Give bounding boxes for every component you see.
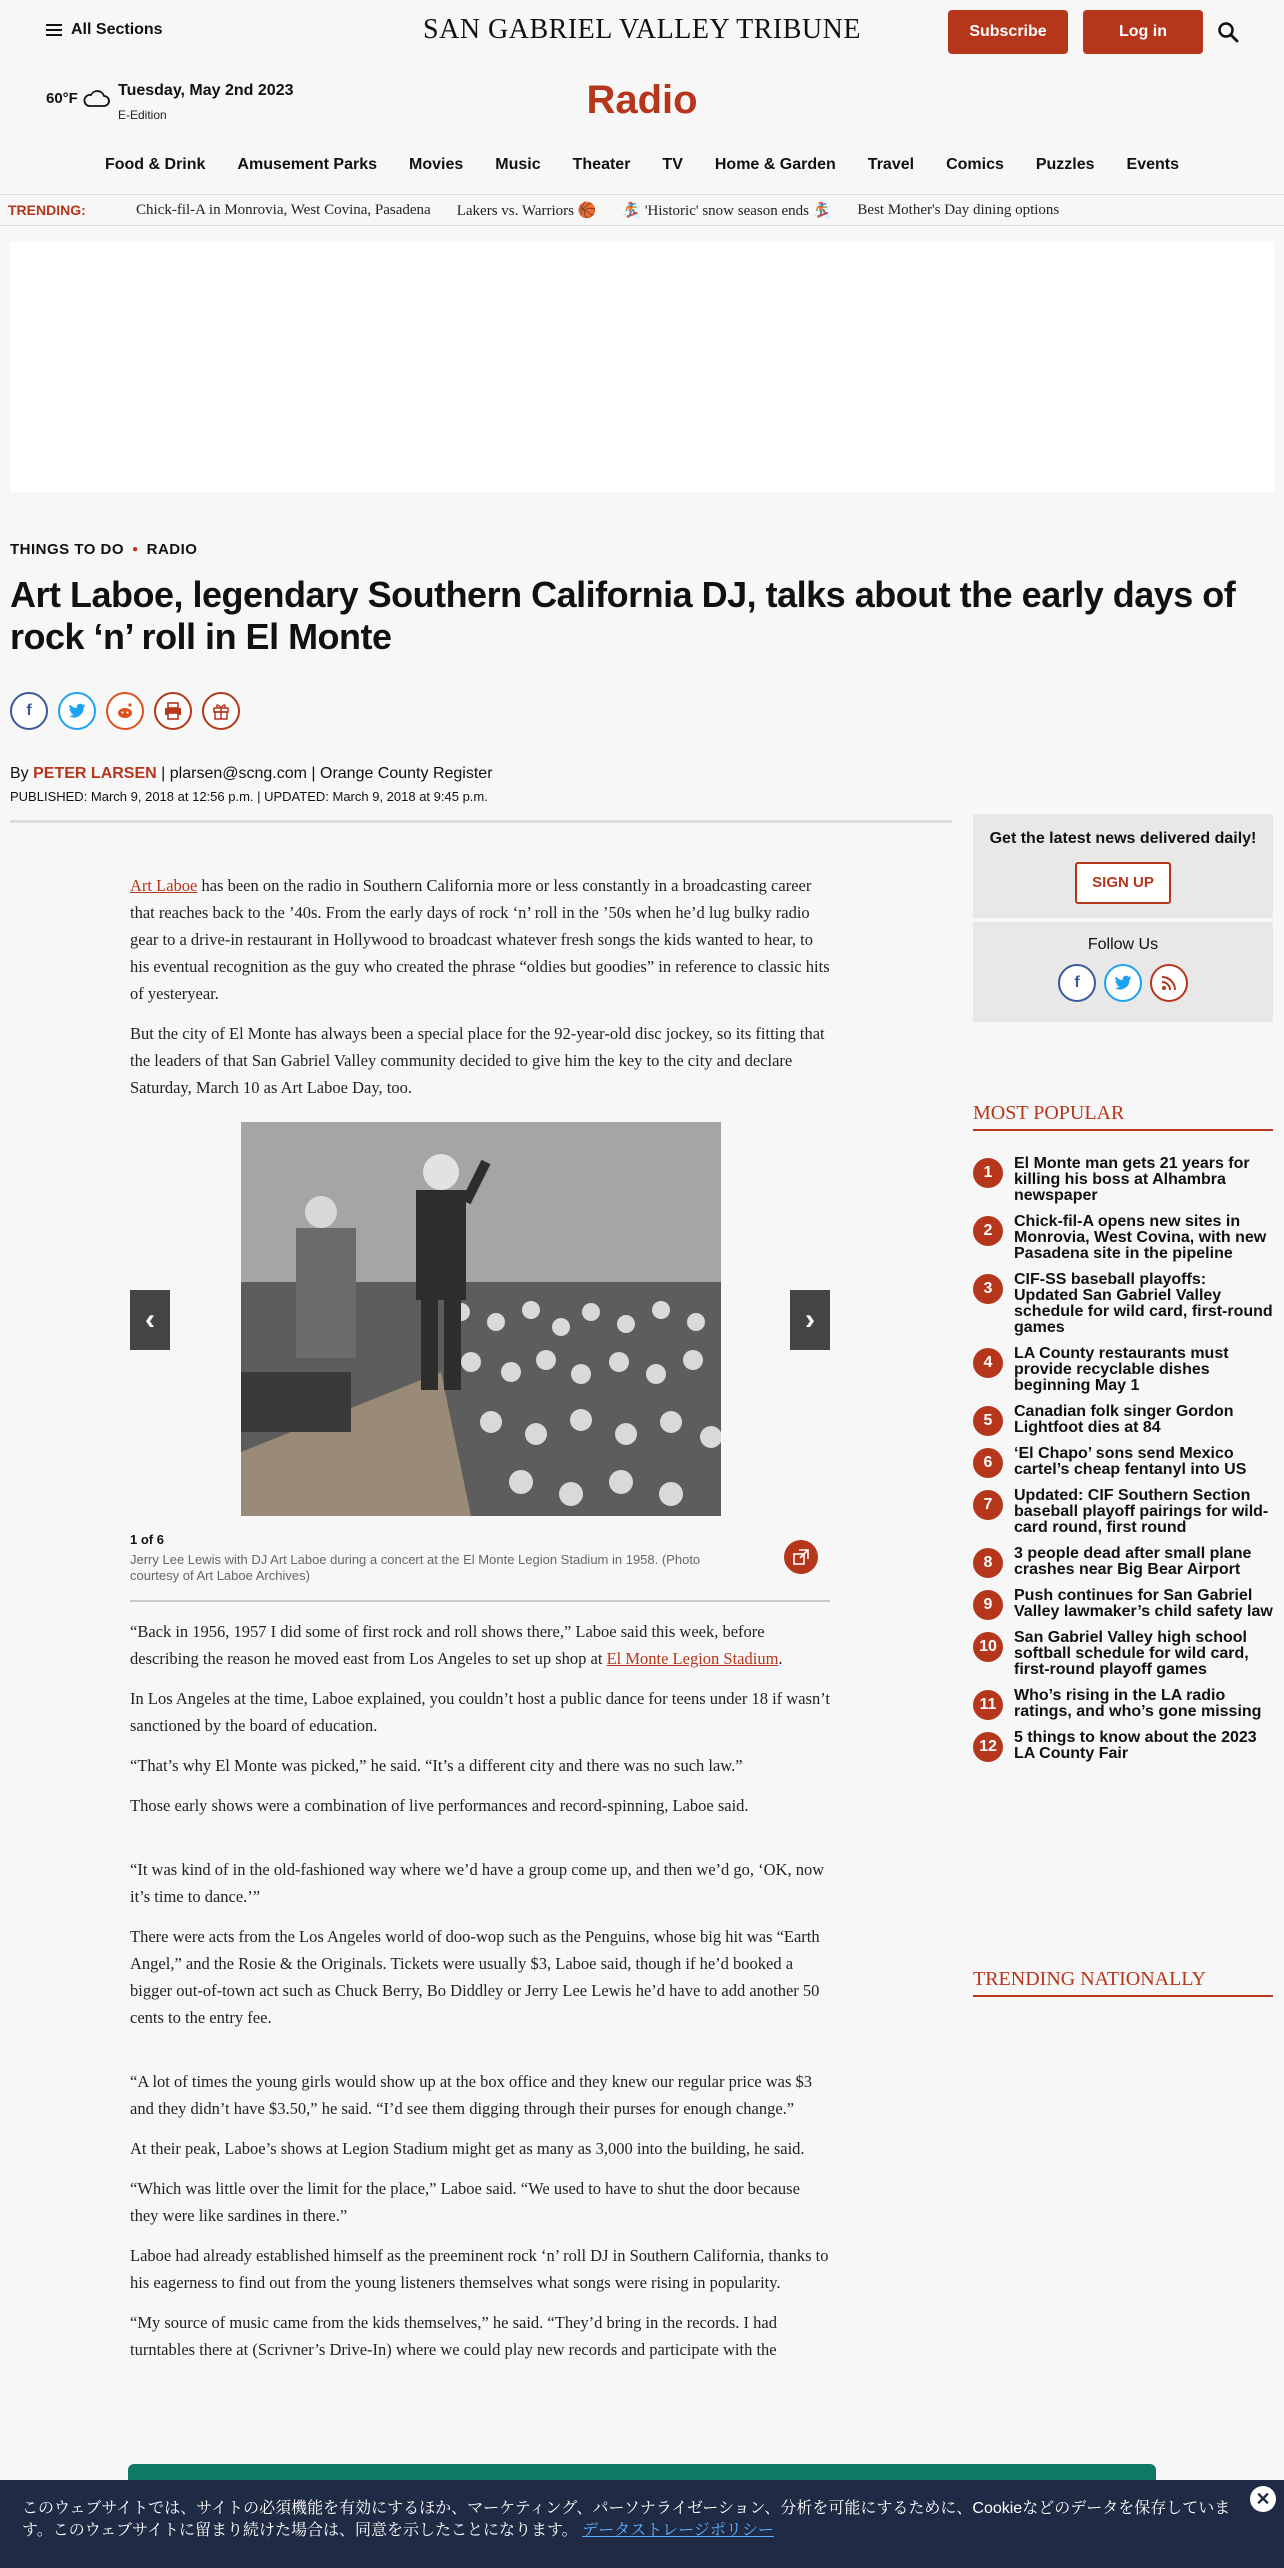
eedition-link[interactable]: E-Edition bbox=[118, 108, 167, 122]
article-headline: Art Laboe, legendary Southern California DJ, talks about the early days of rock ‘n’ roll in El Monte bbox=[10, 574, 1236, 657]
paragraph: In Los Angeles at the time, Laboe explained, you couldn’t host a public dance for teens under 18 if wasn’t sanctioned by the board of education. bbox=[130, 1689, 830, 1735]
nav-item[interactable]: Travel bbox=[867, 156, 915, 173]
current-date: Tuesday, May 2nd 2023 bbox=[118, 82, 294, 99]
subscribe-button[interactable]: Subscribe bbox=[948, 10, 1068, 54]
ad-slot bbox=[10, 242, 1274, 492]
breadcrumb bbox=[10, 541, 197, 558]
expand-icon bbox=[792, 1548, 810, 1566]
most-popular-link[interactable]: 5 things to know about the 2023 LA County Fair bbox=[1014, 1729, 1257, 1762]
reddit-icon bbox=[115, 702, 135, 720]
gallery-photo[interactable] bbox=[241, 1122, 721, 1516]
nav-item[interactable]: Movies bbox=[409, 156, 464, 173]
temperature: 60°F bbox=[46, 89, 78, 107]
breadcrumb-separator-icon: ● bbox=[132, 544, 139, 555]
newsletter-title: Get the latest news delivered daily! bbox=[989, 830, 1257, 847]
chevron-left-icon: ‹ bbox=[145, 1303, 155, 1336]
most-popular-item[interactable] bbox=[973, 1588, 1273, 1620]
cookie-policy-link[interactable]: データストレージポリシー bbox=[582, 2522, 774, 2539]
paragraph-text: has been on the radio in Southern California more or less constantly in a broadcasting career that reaches back to the ’40s. From the early days of rock ‘n’ roll in the ’50s when he’d lug bulky radio gear to a drive-in restaurant in Hollywood to broadcast whatever fresh songs the kids wanted to hear, to his eventual recognition as the guy who created the phrase “oldies but goodies” in reference to classic hits of yesteryear. bbox=[130, 876, 830, 1003]
paragraph: “It was kind of in the old-fashioned way where we’d have a group come up, and then we’d go, ‘OK, now it’s time to dance.’” bbox=[130, 1860, 825, 1906]
most-popular-link[interactable]: LA County restaurants must provide recyclable dishes beginning May 1 bbox=[1014, 1345, 1229, 1394]
paragraph-text: “Back in 1956, 1957 I did some of first rock and roll shows there,” Laboe said this week, before describing the reason he moved east from Los Angeles to set up shop at bbox=[130, 1622, 765, 1668]
rank-badge: 6 bbox=[973, 1448, 1003, 1478]
photo-illustration bbox=[241, 1122, 721, 1516]
byline-contact: | plarsen@scng.com | Orange County Register bbox=[161, 765, 493, 782]
chevron-right-icon: › bbox=[805, 1303, 815, 1336]
most-popular-item[interactable] bbox=[973, 1346, 1273, 1394]
cookie-banner bbox=[0, 2480, 1284, 2568]
twitter-icon bbox=[68, 703, 86, 719]
reddit-share-button[interactable] bbox=[106, 692, 144, 730]
art-laboe-link[interactable]: Art Laboe bbox=[130, 876, 198, 895]
most-popular-item[interactable] bbox=[973, 1272, 1273, 1336]
paragraph: Laboe had already established himself as the preeminent rock ‘n’ roll DJ in Southern California, thanks to his eagerness to find out from the young listeners themselves what songs were rising in popularity. bbox=[130, 2246, 829, 2292]
rank-badge: 1 bbox=[973, 1158, 1003, 1188]
print-button[interactable] bbox=[154, 692, 192, 730]
search-icon[interactable] bbox=[1216, 20, 1240, 44]
all-sections-label: All Sections bbox=[71, 21, 163, 38]
most-popular-item[interactable] bbox=[973, 1214, 1273, 1262]
breadcrumb-item[interactable]: THINGS TO DO bbox=[10, 541, 125, 558]
legion-stadium-link[interactable]: El Monte Legion Stadium bbox=[606, 1649, 779, 1668]
print-icon bbox=[164, 702, 182, 720]
gallery-divider bbox=[130, 1600, 830, 1602]
most-popular-link[interactable]: San Gabriel Valley high school softball schedule for wild card, first-round playoff games bbox=[1014, 1629, 1249, 1678]
most-popular-item[interactable] bbox=[973, 1730, 1273, 1762]
byline bbox=[10, 765, 493, 783]
cookie-text: このウェブサイトでは、サイトの必須機能を有効にするほか、マーケティング、パーソナライゼーション、分析を可能にするために、Cookieなどのデータを保存しています。このウェブサイトに留まり続けた場合は、同意を示したことになります。 bbox=[22, 2500, 1231, 2539]
most-popular-item[interactable] bbox=[973, 1156, 1273, 1204]
top-bar bbox=[0, 0, 1284, 64]
photo-gallery bbox=[130, 1122, 830, 1602]
most-popular-link[interactable]: Canadian folk singer Gordon Lightfoot dies at 84 bbox=[1014, 1403, 1234, 1436]
nav-item[interactable]: Puzzles bbox=[1035, 156, 1095, 173]
paragraph bbox=[130, 872, 830, 1007]
rank-badge: 9 bbox=[973, 1590, 1003, 1620]
paragraph: At their peak, Laboe’s shows at Legion Stadium might get as many as 3,000 into the building, he said. bbox=[130, 2139, 805, 2158]
most-popular-link[interactable]: Updated: CIF Southern Section baseball playoff pairings for wild-card round, first round bbox=[1014, 1487, 1269, 1536]
trending-item[interactable]: Chick-fil-A in Monrovia, West Covina, Pasadena bbox=[136, 201, 431, 218]
rss-follow-button[interactable] bbox=[1150, 964, 1188, 1002]
publish-dates: PUBLISHED: March 9, 2018 at 12:56 p.m. | UPDATED: March 9, 2018 at 9:45 p.m. bbox=[10, 789, 488, 804]
masthead-logo[interactable]: SAN GABRIEL VALLEY TRIBUNE bbox=[423, 14, 861, 45]
paragraph: But the city of El Monte has always been a special place for the 92-year-old disc jockey, so its fitting that the leaders of that San Gabriel Valley community decided to give him the key to the city and declare Saturday, March 10 as Art Laboe Day, too. bbox=[130, 1024, 825, 1097]
nav-item[interactable]: Home & Garden bbox=[714, 156, 836, 173]
rank-badge: 2 bbox=[973, 1216, 1003, 1246]
section-title: Radio bbox=[586, 78, 698, 122]
most-popular-item[interactable] bbox=[973, 1546, 1273, 1578]
paragraph: “My source of music came from the kids themselves,” he said. “They’d bring in the records. I had turntables there at (Scrivner’s Drive-In) where we could play new records and participate with the bbox=[130, 2313, 777, 2359]
byline-prefix: By bbox=[10, 765, 29, 782]
twitter-follow-button[interactable] bbox=[1104, 964, 1142, 1002]
paragraph bbox=[130, 1618, 830, 1672]
paragraph: “A lot of times the young girls would show up at the box office and they knew our regular price was $3 and they didn’t have $3.50,” he said. “I’d see them digging through their purses for enough change.” bbox=[130, 2072, 813, 2118]
paragraph: “That’s why El Monte was picked,” he said. “It’s a different city and there was no such law.” bbox=[130, 1756, 743, 1775]
nav-item[interactable]: TV bbox=[662, 156, 683, 173]
follow-box bbox=[973, 922, 1273, 1022]
most-popular-item[interactable] bbox=[973, 1488, 1273, 1536]
gallery-prev-button[interactable] bbox=[130, 1290, 170, 1350]
facebook-share-button[interactable] bbox=[10, 692, 48, 730]
most-popular-link[interactable]: Who’s rising in the LA radio ratings, and who’s gone missing bbox=[1014, 1687, 1262, 1720]
rank-badge: 11 bbox=[973, 1690, 1003, 1720]
trending-item[interactable]: Lakers vs. Warriors 🏀 bbox=[456, 202, 597, 219]
paragraph: Those early shows were a combination of live performances and record-spinning, Laboe said. bbox=[130, 1796, 749, 1815]
most-popular-item[interactable] bbox=[973, 1688, 1273, 1720]
twitter-share-button[interactable] bbox=[58, 692, 96, 730]
rank-badge: 4 bbox=[973, 1348, 1003, 1378]
nav-item[interactable]: Food & Drink bbox=[104, 156, 206, 173]
most-popular-link[interactable]: Chick-fil-A opens new sites in Monrovia, West Covina, with new Pasadena site in the pipeline bbox=[1014, 1213, 1267, 1262]
most-popular-link[interactable]: ‘El Chapo’ sons send Mexico cartel’s cheap fentanyl into US bbox=[1014, 1445, 1247, 1478]
facebook-follow-button[interactable] bbox=[1058, 964, 1096, 1002]
breadcrumb-item[interactable]: RADIO bbox=[146, 541, 198, 558]
trending-bar bbox=[0, 194, 1284, 226]
most-popular-link[interactable]: Push continues for San Gabriel Valley lawmaker’s child safety law bbox=[1014, 1587, 1273, 1620]
facebook-icon: f bbox=[26, 702, 32, 719]
trending-item[interactable]: Best Mother's Day dining options bbox=[857, 201, 1060, 218]
most-popular-item[interactable] bbox=[973, 1630, 1273, 1678]
gift-icon bbox=[212, 702, 230, 720]
expand-gallery-button[interactable] bbox=[784, 1540, 818, 1574]
nav-item[interactable]: Music bbox=[495, 156, 541, 173]
author-link[interactable]: PETER LARSEN bbox=[33, 765, 157, 782]
close-icon[interactable]: ✕ bbox=[1250, 2486, 1276, 2512]
gallery-next-button[interactable] bbox=[790, 1290, 830, 1350]
signup-button[interactable]: SIGN UP bbox=[1075, 862, 1171, 904]
trending-item[interactable]: 🏂 'Historic' snow season ends 🏂 bbox=[622, 202, 832, 219]
rank-badge: 8 bbox=[973, 1548, 1003, 1578]
rank-badge: 7 bbox=[973, 1490, 1003, 1520]
most-popular-link[interactable]: 3 people dead after small plane crashes near Big Bear Airport bbox=[1014, 1545, 1252, 1578]
gift-article-button[interactable] bbox=[202, 692, 240, 730]
paragraph: “Which was little over the limit for the place,” Laboe said. “We used to have to shut the door because they were like sardines in there.” bbox=[130, 2179, 800, 2225]
main-nav bbox=[0, 156, 1284, 174]
paragraph: There were acts from the Los Angeles world of doo-wop such as the Penguins, whose big hit was “Earth Angel,” and the Rosie & the Originals. Tickets were usually $3, Laboe said, though if he’d booked a bigger out-of-town act such as Chuck Berry, Bo Diddley or Jerry Lee Lewis he’d have to add another 50 cents to the entry fee. bbox=[130, 1927, 820, 2027]
trending-label: TRENDING: bbox=[8, 202, 86, 218]
rank-badge: 3 bbox=[973, 1274, 1003, 1304]
share-bar bbox=[10, 692, 240, 730]
rank-badge: 5 bbox=[973, 1406, 1003, 1436]
follow-title: Follow Us bbox=[1087, 936, 1159, 953]
most-popular-link[interactable]: El Monte man gets 21 years for killing his boss at Alhambra newspaper bbox=[1014, 1155, 1250, 1204]
header-divider bbox=[10, 820, 952, 823]
most-popular-title: MOST POPULAR bbox=[973, 1102, 1273, 1131]
facebook-icon: f bbox=[1074, 974, 1080, 991]
article-body-bottom bbox=[130, 1618, 830, 2376]
nav-item[interactable]: Events bbox=[1126, 156, 1180, 173]
nav-item[interactable]: Theater bbox=[572, 156, 631, 173]
paragraph-end: . bbox=[778, 1649, 783, 1668]
gallery-caption: Jerry Lee Lewis with DJ Art Laboe during a concert at the El Monte Legion Stadium in 1958. (Photo courtesy of Art Laboe Archives) bbox=[130, 1552, 701, 1583]
rank-badge: 12 bbox=[973, 1732, 1003, 1762]
rss-icon bbox=[1161, 975, 1177, 991]
nav-item[interactable]: Amusement Parks bbox=[237, 156, 378, 173]
nav-item[interactable]: Comics bbox=[946, 156, 1004, 173]
gallery-counter: 1 of 6 bbox=[130, 1532, 164, 1547]
most-popular-item[interactable] bbox=[973, 1446, 1273, 1478]
newsletter-box bbox=[973, 814, 1273, 918]
twitter-icon bbox=[1114, 975, 1132, 991]
login-button[interactable]: Log in bbox=[1083, 10, 1203, 54]
rank-badge: 10 bbox=[973, 1632, 1003, 1662]
most-popular-link[interactable]: CIF-SS baseball playoffs: Updated San Gabriel Valley schedule for wild card, first-round games bbox=[1014, 1271, 1273, 1336]
most-popular-item[interactable] bbox=[973, 1404, 1273, 1436]
trending-nationally-title: TRENDING NATIONALLY bbox=[973, 1968, 1273, 1997]
most-popular-list bbox=[973, 1156, 1273, 1772]
article-body-top bbox=[130, 872, 830, 1114]
